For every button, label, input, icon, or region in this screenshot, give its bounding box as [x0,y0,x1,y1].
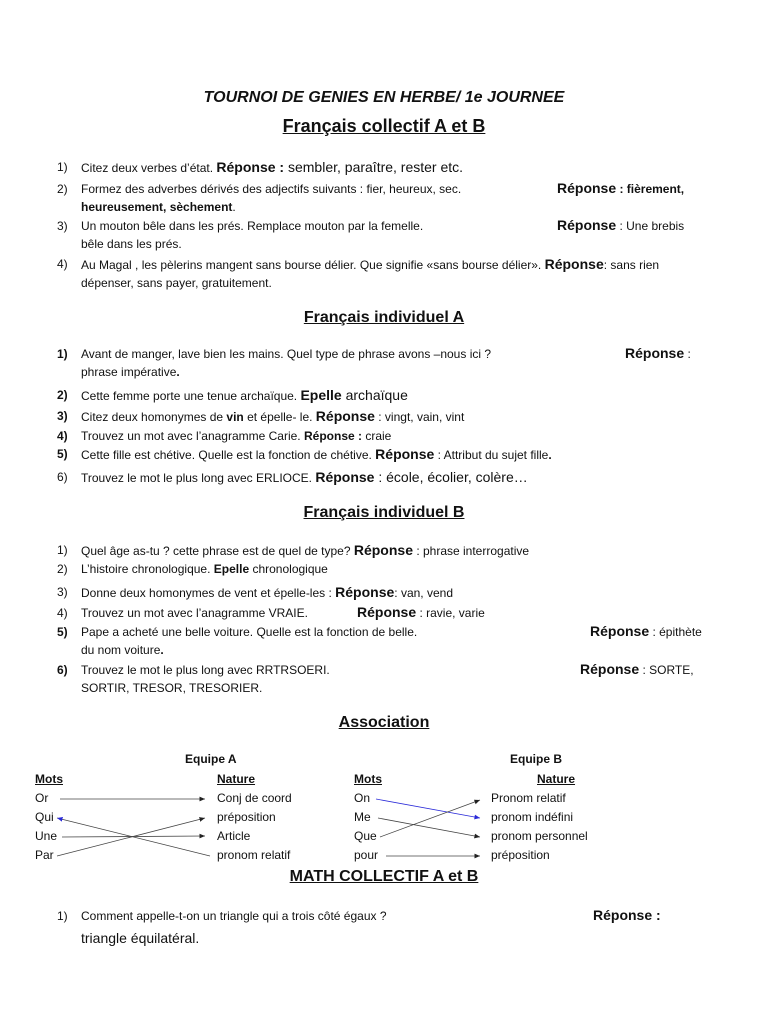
b-word: Me [354,810,371,824]
heading-francais-individuel-a: Français individuel A [303,309,465,326]
a-nature: Article [217,829,251,843]
question-1-1: 1) Citez deux verbes d’état. Réponse : sembler, paraître, rester etc. [57,159,464,175]
arrow-on-indefini [376,799,480,818]
question-3-5: 5) Pape a acheté une belle voiture. Quelle est la fonction de belle. du nom voiture. Réponse : épithète [57,623,702,657]
a-nature: préposition [217,810,276,824]
question-2-4: 4) Trouvez un mot avec l’anagramme Carie. Réponse : craie [57,429,392,443]
team-b-nature-header: Nature [537,772,576,786]
b-word: On [354,791,371,805]
heading-francais-individuel-b: Français individuel B [303,504,465,521]
page-title: TOURNOI DE GENIES EN HERBE/ 1e JOURNEE [203,89,565,106]
question-3-6: 6) Trouvez le mot le plus long avec RRTRSOERI. SORTIR, TRESOR, TRESORIER. Réponse : SORTE, [57,661,694,695]
question-2-5: 5) Cette fille est chétive. Quelle est la fonction de chétive. Réponse : Attribut du sujet fille. [57,446,552,462]
team-b-arrows [376,799,480,856]
team-b-mots-header: Mots [354,772,382,786]
question-1-3: 3) Un mouton bêle dans les prés. Remplace mouton par la femelle. bêle dans les prés. Réponse : Une brebis [57,217,685,251]
heading-math-collectif: MATH COLLECTIF A et B [289,868,479,885]
question-4-1: 1) Comment appelle-t-on un triangle qui a trois côté égaux ? triangle équilatéral. Réponse : [57,907,661,946]
b-word: Que [354,829,377,843]
question-2-6: 6) Trouvez le mot le plus long avec ERLIOCE. Réponse : école, écolier, colère… [57,469,528,485]
question-1-4: 4) Au Magal , les pèlerins mangent sans bourse délier. Que signifie «sans bourse délier». Réponse: sans rien dépenser, sans payer, gratuitement. [57,256,660,290]
heading-francais-collectif: Français collectif A et B [282,116,486,136]
team-b-label: Equipe B [510,752,563,766]
team-a-label: Equipe A [185,752,237,766]
heading-association: Association [338,714,430,731]
b-nature: préposition [491,848,550,862]
team-a-mots-header: Mots [35,772,63,786]
a-word: Une [35,829,58,843]
question-3-1: 1) Quel âge as-tu ? cette phrase est de quel de type? Réponse : phrase interrogative [57,542,530,558]
question-2-3: 3) Citez deux homonymes de vin et épelle- le. Réponse : vingt, vain, vint [57,408,465,424]
b-nature: Pronom relatif [491,791,566,805]
b-nature: pronom personnel [491,829,588,843]
team-a-arrows [57,799,210,856]
b-word: pour [354,848,379,862]
a-nature: pronom relatif [217,848,291,862]
a-word: Or [35,791,49,805]
a-word: Qui [35,810,54,824]
a-word: Par [35,848,54,862]
a-nature: Conj de coord [217,791,292,805]
question-3-2: 2) L’histoire chronologique. Epelle chronologique [57,562,328,576]
arrow-que-relatif [380,800,480,837]
question-2-2: 2) Cette femme porte une tenue archaïque. Epelle archaïque [57,387,408,403]
question-1-2: 2) Formez des adverbes dérivés des adjectifs suivants : fier, heureux, sec. heureusement, sèchement. Réponse : fièrement, [57,180,685,214]
arrow-me-personnel [378,818,480,837]
question-3-4: 4) Trouvez un mot avec l’anagramme VRAIE. Réponse : ravie, varie [57,604,485,620]
team-a-nature-header: Nature [217,772,256,786]
b-nature: pronom indéfini [491,810,574,824]
question-3-3: 3) Donne deux homonymes de vent et épelle-les : Réponse: van, vend [57,584,453,600]
question-2-1: 1) Avant de manger, lave bien les mains. Quel type de phrase avons –nous ici ? phrase impérative. Réponse : [57,345,691,379]
